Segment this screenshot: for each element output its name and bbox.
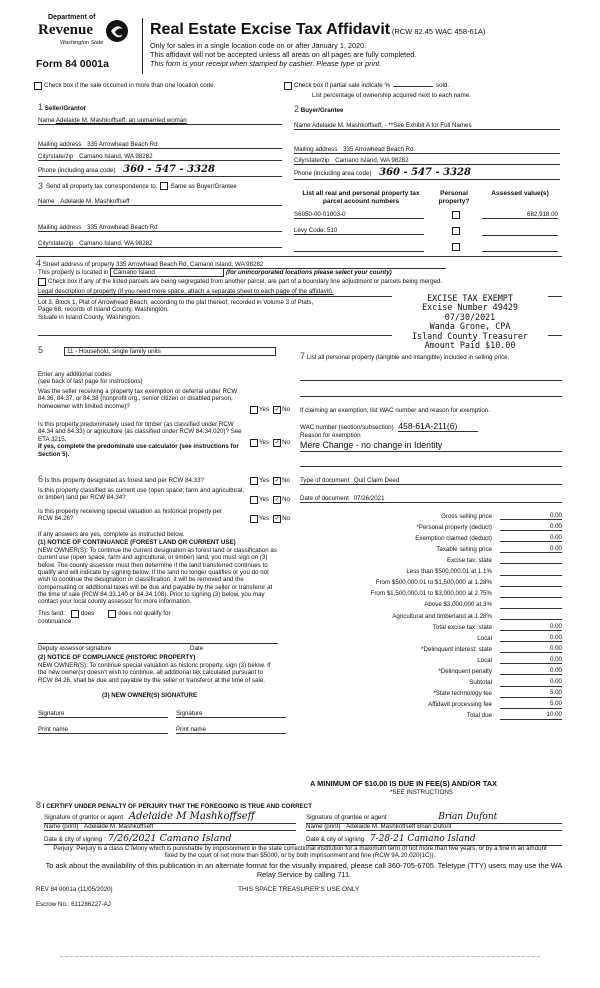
- partial-sale-checkbox[interactable]: [284, 82, 292, 90]
- signature-label: Signature: [38, 710, 65, 717]
- parcel-col-header: List all real and personal property tax parcel account numbers: [302, 190, 420, 205]
- grantor-signature-label: Signature of grantor or agent: [44, 814, 124, 821]
- assessed-value-text: 682,918.00: [527, 211, 558, 218]
- buyer-mailing-label: Mailing address: [294, 146, 338, 153]
- segregated-check[interactable]: [38, 278, 562, 286]
- same-as-buyer-label: Same as Buyer/Grantee: [170, 182, 237, 190]
- legal-line-1: Lot 3, Block 1, Plat of Arrowhead Beach, according to the plat thereof, recorded in Volume 3 of Plats,: [38, 299, 314, 306]
- correspondence-mailing-label: Mailing address: [38, 224, 82, 231]
- personal-property-checkbox-1[interactable]: [452, 211, 460, 219]
- calc-label: Excise tax: state: [446, 557, 492, 565]
- correspondence-mailing-value: 335 Arrowhead Beach Rd: [87, 224, 158, 231]
- calc-value[interactable]: 0.00: [500, 645, 562, 653]
- calc-value[interactable]: 0.00: [500, 656, 562, 664]
- same-as-buyer-checkbox[interactable]: [160, 182, 168, 190]
- exemption-label: If claiming an exemption, list WAC number and reason for exemption.: [300, 407, 490, 414]
- calc-value[interactable]: [500, 568, 562, 576]
- form-number: Form 84 0001a: [36, 58, 109, 70]
- calc-label: Exemption claimed (deduct): [415, 534, 492, 542]
- seller-heading: [38, 102, 86, 113]
- seller-exemption-answer[interactable]: [250, 406, 290, 414]
- notice-compliance-body: NEW OWNER(S): To continue special valuation as historic property, sign (3) below. If the new owner(s) doesn't wish to continue, all additional tax calculated pursuant to RCW 84.26, shall be due and payable by the seller or transferor at the time of sale.: [38, 662, 271, 684]
- wac-label: WAC number (section/subsection): [300, 424, 394, 431]
- calc-value[interactable]: [500, 612, 562, 620]
- partial-sold-label: sold.: [435, 82, 450, 90]
- calc-value[interactable]: 5.00: [500, 689, 562, 697]
- header-line-3: This form is your receipt when stamped by cashier. Please type or print.: [150, 59, 382, 69]
- does-label: does: [80, 610, 95, 618]
- no-label: No: [282, 477, 291, 485]
- current-use-yes-checkbox[interactable]: [250, 496, 258, 504]
- partial-sale-check[interactable]: [284, 82, 449, 90]
- grantee-date-value: 7-28-21 Camano Island: [369, 834, 476, 844]
- notice-continuance-body: NEW OWNER(S): To continue the current designation as forest land or classification as current use (open space, farm and agricultural, or timber) land, you must sign on (3) below. The county assessor must then determine if the land transferred continues to qualify and will indicate by signing below. If the land no longer qualifies or you do not wish to continue the designation or classification, it will be removed and the compensating or additional taxes will be due and payable by the seller or transferor at the time of sale (RCW 84.33.140 or 84.34.108). Prior to signing (3) below, you may contact your local county assessor for more information.: [38, 547, 277, 606]
- logo-state: Washington State: [60, 40, 104, 46]
- buyer-name-field[interactable]: [294, 122, 560, 130]
- new-owner-signature-2[interactable]: [176, 710, 286, 718]
- assessed-value-col-header: Assessed value(s): [491, 190, 549, 197]
- seller-exemption-yes-checkbox[interactable]: [250, 406, 258, 414]
- stamp-line-3: 07/30/2021: [444, 311, 496, 322]
- calc-row: [300, 642, 562, 653]
- revenue-swirl-icon: [104, 18, 130, 44]
- additional-codes[interactable]: [38, 371, 290, 386]
- grantor-date-field[interactable]: [44, 833, 296, 845]
- historic-question: Is this property receiving special valuation as historical property per RCW 84.26?: [38, 508, 222, 523]
- correspondence-heading: [38, 181, 237, 192]
- correspondence-title: Send all property tax correspondence to:: [46, 182, 158, 190]
- buyer-mailing-field[interactable]: [294, 146, 560, 154]
- bottom-scan-line: [60, 956, 540, 957]
- seller-exemption-no-checkbox[interactable]: ✓: [274, 407, 280, 413]
- correspondence-city-value: Camano Island, WA 98282: [79, 240, 153, 247]
- buyer-name-label: Name: [294, 122, 311, 129]
- current-use-answer[interactable]: [250, 496, 290, 504]
- calc-value[interactable]: 5.00: [500, 700, 562, 708]
- parcel-row-1[interactable]: [294, 211, 424, 219]
- historic-yes-checkbox[interactable]: [250, 515, 258, 523]
- buyer-name-value: Adelaide M. Mashkoffseff, - **See Exhibit A for Full Names: [311, 122, 472, 129]
- calc-label: *Delinquent penalty: [438, 667, 492, 675]
- calc-row: [300, 564, 562, 575]
- historic-no-checkbox[interactable]: ✓: [274, 516, 280, 522]
- document-date-label: Date of document: [300, 495, 349, 502]
- alternate-format-note: To ask about the availability of this publication in an alternate format for the visually impaired, please call 360-705-6705. Teletype (TTY) users may use the WA Relay Service by calling 711.: [45, 861, 563, 879]
- parcel-number: S6050-00-01003-0: [294, 211, 346, 218]
- current-use-question: Is this property classified as current use (open space, farm and agricultural, or timber) land per RCW 84.34?: [38, 487, 245, 502]
- section-4-number: 4: [36, 258, 42, 268]
- seller-phone-value: 360 - 547 - 3328: [123, 164, 215, 175]
- personal-property-col-header: Personal property?: [438, 190, 470, 205]
- wac-value: 458-61A-211(6): [398, 421, 478, 432]
- calc-label: Agricultural and timberland at 1.28%: [392, 612, 492, 620]
- document-type-field[interactable]: [300, 477, 562, 485]
- located-select[interactable]: Camano Island: [110, 268, 224, 277]
- deputy-date-label: Date: [190, 645, 204, 652]
- seller-mailing-value: 335 Arrowhead Beach Rd: [87, 141, 158, 148]
- timber-text: Is this property predominately used for timber (as classified under RCW 84.34 and 84.33) or agriculture (as classified under RCW 84.34.020)? See ETA 3215.: [38, 421, 242, 443]
- yes-label: Yes: [259, 439, 270, 447]
- seller-name-field[interactable]: [38, 117, 282, 125]
- calc-row: [300, 553, 562, 564]
- calc-row: [300, 631, 562, 642]
- document-type-value: Quit Claim Deed: [353, 477, 400, 484]
- this-land-label: This land:: [38, 610, 65, 618]
- section-6-number: 6: [38, 474, 44, 484]
- segregated-label: Check box if any of the listed parcels are being segregated from another parcel, are part of a boundary line adjustment or parcels being merged.: [48, 278, 443, 286]
- assessed-value-1[interactable]: [482, 211, 558, 219]
- calc-row: [300, 520, 562, 531]
- yes-label: Yes: [259, 406, 270, 414]
- street-label: Street address of property: [42, 261, 115, 268]
- timber-yes-checkbox[interactable]: [250, 439, 258, 447]
- calc-label: Subtotal: [469, 679, 492, 687]
- tax-calculation-table: [300, 509, 562, 720]
- timber-note: If yes, complete the predominate use calculator (see instructions for Section 5).: [38, 443, 239, 458]
- calc-row: [300, 664, 562, 675]
- timber-question: [38, 421, 250, 458]
- title-rcw: (RCW 82.45 WAC 458-61A): [391, 27, 486, 36]
- grantor-name-field[interactable]: [44, 823, 296, 831]
- calc-row: [300, 675, 562, 686]
- calc-label: Gross selling price: [441, 512, 492, 520]
- no-label: No: [282, 406, 291, 414]
- grantee-date-label: Date & city of signing: [306, 836, 365, 843]
- buyer-title: Buyer/Grantee: [300, 107, 344, 114]
- street-value[interactable]: 335 Arrowhead Beach Rd, Camano Island, WA 98282: [116, 261, 446, 269]
- buyer-city-label: City/state/zip: [294, 157, 330, 164]
- timber-no-checkbox[interactable]: ✓: [274, 440, 280, 446]
- calc-value[interactable]: 10.00: [500, 711, 562, 719]
- wac-field[interactable]: [300, 421, 478, 432]
- yes-label: Yes: [259, 496, 270, 504]
- seller-exemption-text: Was the seller receiving a property tax exemption or deferral under RCW 84.36, 84.37, or 84.38 (nonprofit org., senior citizen or disabled person, homeowner with limited income)?: [38, 388, 238, 410]
- continuance-choice: [38, 610, 171, 618]
- calc-value[interactable]: [500, 556, 562, 564]
- document-date-field[interactable]: [300, 495, 562, 503]
- forest-land-answer[interactable]: [250, 477, 290, 485]
- additional-codes-note: (see back of last page for instructions): [38, 378, 143, 386]
- personal-property-line-1[interactable]: [300, 378, 562, 381]
- historic-answer[interactable]: [250, 515, 290, 523]
- notice-continuance-title: (1) NOTICE OF CONTINUANCE (FOREST LAND OR CURRENT USE): [38, 539, 236, 546]
- correspondence-city-label: City/state/zip: [38, 240, 74, 247]
- section-7-number: 7: [300, 351, 306, 361]
- parcel-row-2[interactable]: [294, 227, 424, 235]
- no-label: No: [282, 496, 291, 504]
- multi-location-label: Check box if the sale occurred in more than one location code.: [44, 82, 216, 90]
- grantee-name-value: Adelaide M. Mashkoffseff Brian Dufont: [346, 823, 452, 830]
- located-row: [38, 268, 392, 277]
- reason-value[interactable]: Mere Change - no change in Identity: [300, 440, 562, 452]
- see-instructions-note: *SEE INSTRUCTIONS: [390, 789, 453, 796]
- calc-label: Above $3,000,000 at 3%: [424, 601, 492, 609]
- signature-label: Signature: [176, 710, 203, 717]
- personal-property-checkbox-3[interactable]: [452, 243, 460, 251]
- calc-label: *Delinquent interest: state: [421, 645, 492, 653]
- correspondence-name-label: Name: [38, 198, 55, 205]
- forest-land-question: [38, 474, 250, 485]
- calc-row: [300, 609, 562, 620]
- calc-value[interactable]: 0.00: [500, 545, 562, 553]
- buyer-phone-field[interactable]: [294, 167, 560, 180]
- buyer-mailing-value: 335 Arrowhead Beach Rd: [343, 146, 414, 153]
- title-text: Real Estate Excise Tax Affidavit: [150, 21, 391, 38]
- segregated-checkbox[interactable]: [38, 278, 46, 286]
- new-owner-print-2[interactable]: [176, 726, 286, 734]
- logo-dept: Department of: [48, 14, 96, 21]
- does-not-label: does not qualify for: [118, 610, 171, 618]
- section-3-number: 3: [38, 181, 44, 191]
- stamp-line-2: Excise Number 49429: [422, 302, 518, 313]
- header-line-2: This affidavit will not be accepted unless all areas on all pages are fully completed.: [150, 50, 417, 60]
- calc-row: [300, 587, 562, 598]
- calc-value[interactable]: 0.00: [500, 678, 562, 686]
- form-title: [150, 20, 485, 39]
- seller-title: Seller/Grantor: [44, 105, 87, 112]
- seller-city-label: City/state/zip: [38, 153, 74, 160]
- does-not-checkbox[interactable]: [108, 610, 116, 618]
- minimum-due-note: A MINIMUM OF $10.00 IS DUE IN FEE(S) AND/OR TAX: [310, 779, 497, 788]
- partial-sale-label: Check box if partial sale indicate %: [294, 82, 390, 90]
- calc-row: [300, 598, 562, 609]
- no-label: No: [282, 515, 291, 523]
- stamp-line-6: Amount Paid $10.00: [424, 340, 516, 351]
- additional-codes-label: Enter any additional codes: [38, 371, 111, 378]
- grantor-signature: Adelaide M Mashkoffseff: [128, 811, 255, 822]
- header-divider: [142, 18, 143, 74]
- seller-exemption-question: [38, 388, 250, 410]
- calc-row: [300, 509, 562, 520]
- personal-property-list[interactable]: [300, 351, 562, 362]
- yes-label: Yes: [259, 477, 270, 485]
- buyer-phone-value: 360 - 547 - 3328: [379, 167, 471, 178]
- grantee-name-field[interactable]: [306, 823, 562, 831]
- reason-label: Reason for exemption: [300, 432, 361, 439]
- print-name-label: Print name: [176, 726, 206, 733]
- calc-value[interactable]: [500, 590, 562, 598]
- buyer-heading: [294, 104, 343, 115]
- stamp-line-4: Wanda Grone, CPA: [429, 321, 511, 332]
- personal-property-label: List all personal property (tangible and intangible) included in selling price.: [306, 354, 510, 361]
- certify-text: I CERTIFY UNDER PENALTY OF PERJURY THAT THE FOREGOING IS TRUE AND CORRECT: [42, 803, 312, 810]
- yes-label: Yes: [259, 515, 270, 523]
- seller-mailing-label: Mailing address: [38, 141, 82, 148]
- legal-line-3: Situate in Island County, Washington.: [38, 313, 141, 321]
- calc-value[interactable]: 0.00: [500, 523, 562, 531]
- grantor-date-value: 7/26/2021 Camano Island: [107, 833, 232, 844]
- treasurer-use-only: THIS SPACE TREASURER'S USE ONLY: [238, 886, 360, 893]
- buyer-phone-label: Phone (including area code): [294, 170, 372, 177]
- buyer-city-value: Camano Island, WA 98282: [335, 157, 409, 164]
- document-date-value: 07/26/2021: [353, 495, 385, 502]
- personal-property-line-2[interactable]: [300, 394, 562, 397]
- grantor-date-label: Date & city of signing: [44, 836, 103, 843]
- calc-value[interactable]: 0.00: [500, 512, 562, 520]
- calc-row: [300, 576, 562, 587]
- new-owner-print-1[interactable]: [38, 726, 168, 734]
- buyer-city-field[interactable]: [294, 157, 560, 165]
- seller-phone-field[interactable]: [38, 164, 282, 177]
- calc-row: [300, 687, 562, 698]
- correspondence-city-field[interactable]: [38, 240, 282, 248]
- calc-row: [300, 698, 562, 709]
- calc-row: [300, 531, 562, 542]
- correspondence-name-field[interactable]: [38, 198, 282, 206]
- calc-label: From $1,500,000.01 to $3,000,000 at 2.75%: [370, 590, 492, 598]
- calc-label: Total due: [466, 712, 492, 720]
- forest-yes-checkbox[interactable]: [250, 477, 258, 485]
- correspondence-name-value: Adelaide M. Mashkoffseff: [60, 198, 130, 205]
- print-name-label: Print name: [38, 726, 68, 733]
- calc-value[interactable]: 0.00: [500, 534, 562, 542]
- continuance-label: continuance.: [38, 618, 74, 625]
- escrow-number: Escrow No.: 611286227-AJ: [36, 901, 111, 908]
- calc-label: Local: [477, 656, 492, 664]
- unincorporated-note: (for unincorporated locations please select your county): [225, 269, 392, 276]
- deputy-signature-label: Deputy assessor signature: [38, 645, 112, 652]
- legal-line-2: Page 68, records of Island County, Washington.: [38, 306, 169, 314]
- calc-label: *State technology fee: [433, 690, 492, 698]
- correspondence-mailing-field[interactable]: [38, 224, 282, 232]
- grantor-name-value: Adelaide M. Mashkoffseff: [84, 823, 154, 830]
- multi-location-check[interactable]: [34, 82, 215, 90]
- partial-sale-input[interactable]: [393, 86, 433, 87]
- calc-label: Affidavit processing fee: [428, 701, 492, 709]
- calc-label: Taxable selling price: [436, 545, 492, 553]
- stamp-line-5: Island County Treasurer: [412, 330, 528, 341]
- seller-mailing-field[interactable]: [38, 141, 282, 149]
- calc-label: From $500,000.01 to $1,500,000 at 1.28%: [375, 579, 492, 587]
- ownership-note: List percentage of ownership acquired next to each name.: [312, 92, 471, 99]
- perjury-warning: Perjury: Perjury is a class C felony which is punishable by imprisonment in the state correctional institution for a maximum term of not more than five years, or by a fine in an amount fixed by the court of not more than $5000, or by both imprisonment and fine (RCW 9A.20.020(1C)).: [53, 845, 547, 860]
- does-checkbox[interactable]: [71, 610, 79, 618]
- calc-value[interactable]: 0.00: [500, 634, 562, 642]
- new-owner-signature-title: (3) NEW OWNER(S) SIGNATURE: [102, 692, 198, 699]
- form-revision: REV 84 0001a (11/05/2020): [36, 886, 113, 893]
- calc-label: Local: [477, 634, 492, 642]
- calc-label: *Personal property (deduct): [416, 523, 492, 531]
- section-1-number: 1: [38, 102, 44, 112]
- calc-row: [300, 542, 562, 553]
- timber-answer[interactable]: [250, 439, 290, 447]
- calc-label: Total excise tax: state: [432, 623, 492, 631]
- header-line-1: Only for sales in a single location code on or after January 1, 2020.: [150, 41, 367, 50]
- calc-row: [300, 653, 562, 664]
- forest-land-text: Is this property designated as forest land per RCW 84.33?: [44, 477, 204, 484]
- current-use-no-checkbox[interactable]: ✓: [274, 497, 280, 503]
- new-owner-signature-1[interactable]: [38, 710, 168, 718]
- no-label: No: [282, 439, 291, 447]
- seller-name-label: Name: [38, 117, 55, 124]
- located-label: This property is located in: [38, 269, 109, 276]
- stamp-line-1: EXCISE TAX EXEMPT: [427, 293, 513, 303]
- grantor-name-label: Name (print): [44, 823, 79, 830]
- personal-property-checkbox-2[interactable]: [452, 227, 460, 235]
- seller-name-value: Adelaide M. Mashkoffseff, an unmarried woman: [55, 117, 187, 124]
- notice-compliance-title: (2) NOTICE OF COMPLIANCE (HISTORIC PROPERTY): [38, 654, 196, 661]
- answers-note: If any answers are yes, complete as instructed below.: [38, 531, 185, 538]
- forest-no-checkbox[interactable]: ✓: [274, 478, 280, 484]
- calc-value[interactable]: [500, 579, 562, 587]
- grantee-signature-label: Signature of grantee or agent: [306, 814, 387, 821]
- assessed-value-2[interactable]: [482, 227, 558, 236]
- document-type-label: Type of document: [300, 477, 350, 484]
- parcel-row-3[interactable]: [294, 243, 424, 252]
- header-instructions: [150, 41, 416, 68]
- deputy-signature-line[interactable]: [38, 641, 278, 644]
- revenue-logo: [34, 14, 130, 58]
- calc-value[interactable]: [500, 601, 562, 609]
- reason-line-2[interactable]: [300, 464, 562, 467]
- calc-row: [300, 709, 562, 720]
- excise-tax-exempt-stamp: [392, 294, 548, 350]
- calc-label: Less than $500,000.01 at 1.1%: [406, 568, 492, 576]
- calc-value[interactable]: 0.00: [500, 623, 562, 631]
- grantee-name-label: Name (print): [306, 823, 341, 830]
- assessed-value-3[interactable]: [482, 243, 558, 252]
- certify-statement: [36, 800, 312, 811]
- multi-location-checkbox[interactable]: [34, 82, 42, 90]
- grantee-signature: Brian Dufont: [438, 812, 498, 822]
- seller-city-field[interactable]: [38, 153, 282, 161]
- use-code-select[interactable]: 11 - Household, single family units: [64, 347, 276, 356]
- calc-row: [300, 620, 562, 631]
- seller-phone-label: Phone (including area code): [38, 167, 116, 174]
- seller-city-value: Camano Island, WA 98282: [79, 153, 153, 160]
- section-2-number: 2: [294, 104, 300, 114]
- section-8-number: 8: [36, 800, 42, 810]
- logo-revenue: Revenue: [38, 22, 93, 38]
- calc-value[interactable]: 0.00: [500, 667, 562, 675]
- legal-description-label: Legal description of property (if you need more space, attach a separate sheet to each page of the affidavit).: [38, 288, 334, 295]
- levy-code: Levy Code: 510: [294, 227, 338, 234]
- section-5-number: 5: [38, 345, 44, 355]
